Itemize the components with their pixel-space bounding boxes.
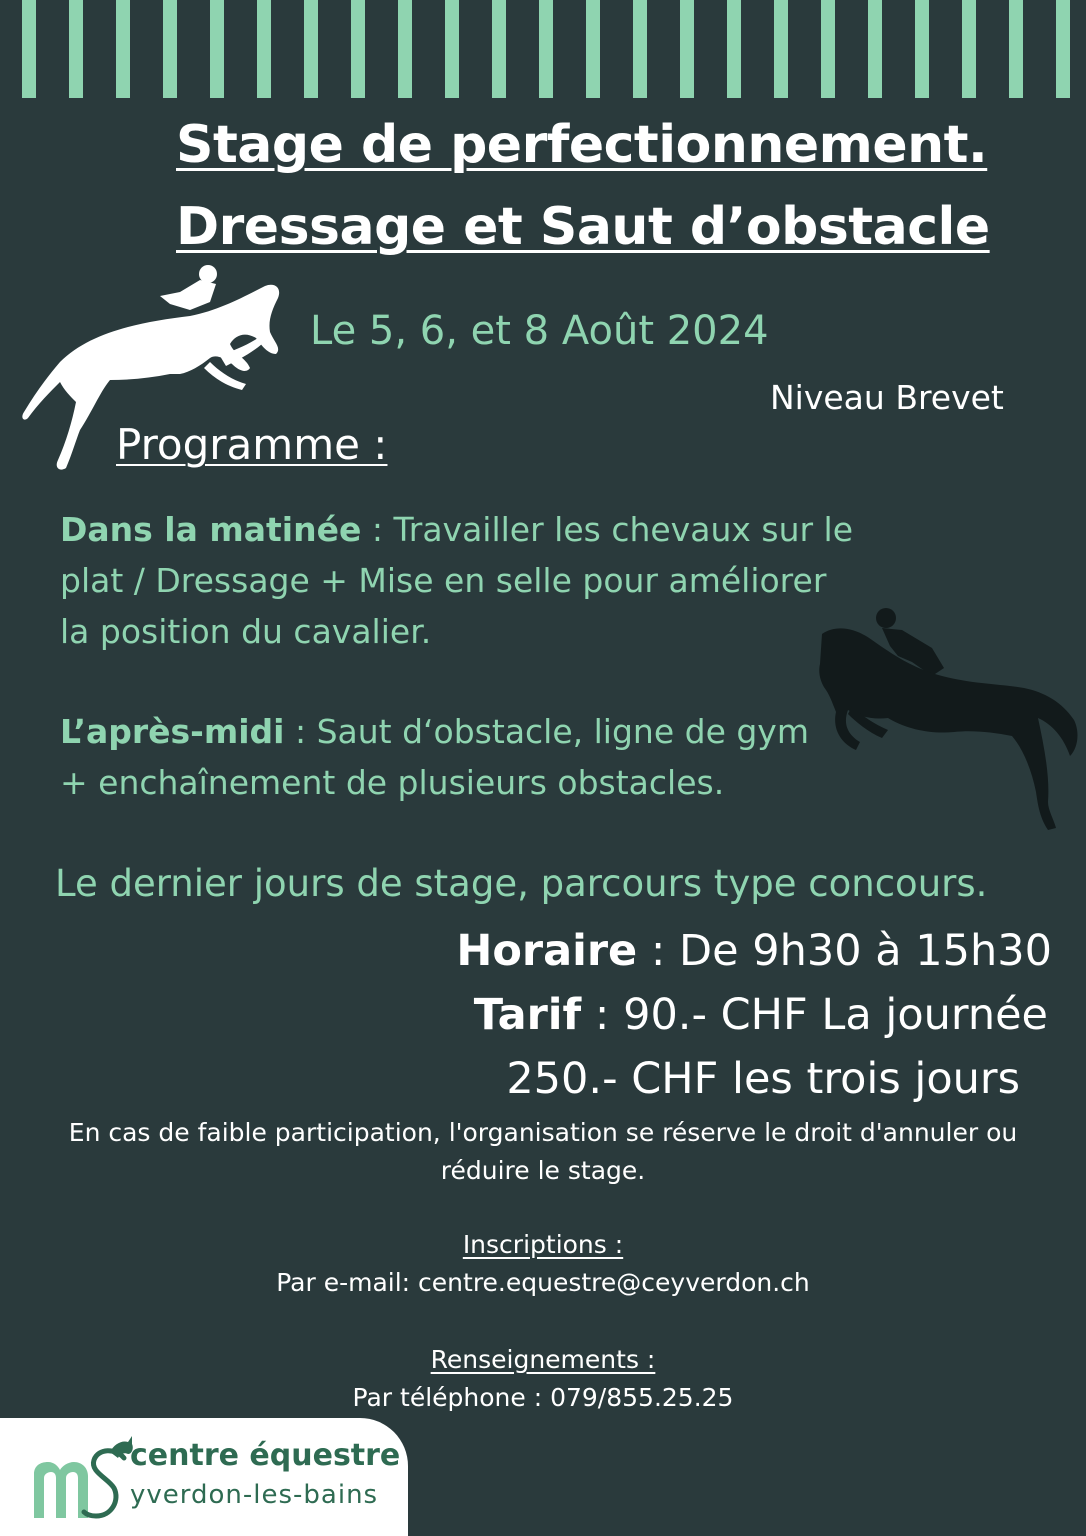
programme-heading: Programme : xyxy=(116,420,388,469)
logo-name: centre équestre xyxy=(130,1438,401,1473)
participation-note: En cas de faible participation, l'organisation se réserve le droit d'annuler ou réduire le stage. xyxy=(68,1118,1018,1185)
afternoon-label: L’après-midi xyxy=(60,712,285,751)
price-three-days: 250.- CHF les trois jours xyxy=(506,1054,1020,1104)
dark-jumping-horse-icon xyxy=(812,606,1082,832)
page-title xyxy=(176,104,1006,268)
logo-mark-icon xyxy=(28,1430,138,1530)
info-heading: Renseignements : xyxy=(430,1345,656,1374)
schedule-hours xyxy=(456,926,1052,976)
logo xyxy=(0,1418,408,1536)
logo-city: yverdon-les-bains xyxy=(130,1480,379,1510)
afternoon-text: : Saut d‘obstacle, ligne de gym + enchaînement de plusieurs obstacles. xyxy=(60,712,809,802)
price-day xyxy=(474,990,1048,1040)
morning-label: Dans la matinée xyxy=(60,510,362,549)
programme-afternoon xyxy=(60,706,840,808)
event-dates: Le 5, 6, et 8 Août 2024 xyxy=(310,308,769,354)
hours-value: : De 9h30 à 15h30 xyxy=(637,926,1052,976)
event-level: Niveau Brevet xyxy=(770,378,1004,417)
morning-text: : Travailler les chevaux sur le plat / Dressage + Mise en selle pour améliorer la position du cavalier. xyxy=(60,510,854,651)
title-line-2: Dressage et Saut d’obstacle xyxy=(176,197,990,257)
price-label: Tarif xyxy=(473,990,582,1040)
title-line-1: Stage de perfectionnement. xyxy=(176,115,988,175)
registration-email[interactable]: Par e-mail: centre.equestre@ceyverdon.ch xyxy=(276,1268,810,1297)
last-day-info: Le dernier jours de stage, parcours type concours. xyxy=(55,862,988,905)
registration-heading: Inscriptions : xyxy=(462,1230,624,1259)
price-day-value: : 90.- CHF La journée xyxy=(581,990,1048,1040)
hours-label: Horaire xyxy=(456,926,638,976)
info-phone[interactable]: Par téléphone : 079/855.25.25 xyxy=(352,1383,734,1412)
programme-morning xyxy=(60,504,860,657)
header-stripes xyxy=(0,0,1086,98)
